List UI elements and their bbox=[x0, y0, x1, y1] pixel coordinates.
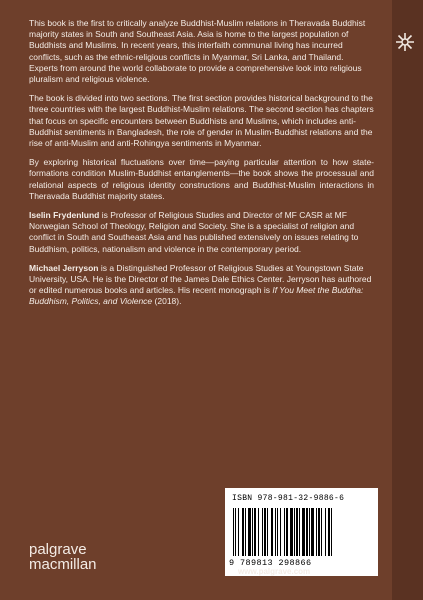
author-name: Iselin Frydenlund bbox=[29, 210, 100, 221]
barcode-bar bbox=[271, 508, 273, 556]
barcode-bar bbox=[331, 508, 332, 556]
barcode-bar bbox=[290, 508, 293, 556]
barcode-bar bbox=[286, 508, 288, 556]
barcode-bar bbox=[321, 508, 322, 556]
barcode-bar bbox=[318, 508, 320, 556]
publisher-name-line-2: macmillan bbox=[29, 556, 97, 573]
barcode-bar bbox=[254, 508, 256, 556]
isbn-barcode bbox=[225, 488, 378, 576]
barcode-bar bbox=[277, 508, 278, 556]
author-bio-1 bbox=[29, 210, 374, 255]
barcode-bar bbox=[267, 508, 268, 556]
barcode-bar bbox=[302, 508, 305, 556]
monograph-title: If You Meet the Buddha: Buddhism, Politics, and Violence bbox=[29, 285, 364, 307]
author-bio-2 bbox=[29, 263, 374, 308]
palgrave-star-icon bbox=[395, 32, 415, 52]
barcode-bar bbox=[296, 508, 298, 556]
isbn-digits: 9 789813 298866 bbox=[229, 558, 312, 568]
barcode-bar bbox=[245, 508, 246, 556]
barcode-bar bbox=[242, 508, 244, 556]
barcode-bar bbox=[316, 508, 317, 556]
barcode-bar bbox=[284, 508, 285, 556]
barcode-bar bbox=[252, 508, 253, 556]
publisher-logo bbox=[29, 542, 97, 572]
publisher-url[interactable]: www.palgrave.com bbox=[238, 567, 311, 576]
barcode-bar bbox=[280, 508, 281, 556]
monograph-year: (2018). bbox=[154, 296, 182, 307]
book-spine bbox=[392, 0, 423, 600]
description-paragraph-3: By exploring historical fluctuations over time—paying particular attention to how state-formations condition Muslim-Buddhist entanglements—the book shows the processual and relational aspects of religious identity constructions and Buddhist-Muslim interactions in Theravada Buddhist majority states. bbox=[29, 157, 374, 201]
isbn-label: ISBN 978-981-32-9886-6 bbox=[232, 494, 345, 503]
barcode-bar bbox=[311, 508, 314, 556]
barcode-bar bbox=[275, 508, 276, 556]
barcode-bar bbox=[325, 508, 326, 556]
barcode-bar bbox=[258, 508, 259, 556]
barcode-bar bbox=[264, 508, 266, 556]
barcode-bar bbox=[248, 508, 251, 556]
barcode-bar bbox=[306, 508, 308, 556]
description-paragraph-1: This book is the first to critically analyze Buddhist-Muslim relations in Theravada Buddhist majority states in South and Southeast Asia. Asia is home to the largest population of Buddhists and Muslims. In recent years, this interfaith communal living has incurred conflicts, such as the ethnic-religious conflicts in Myanmar, Sri Lanka, and Thailand. Experts from around the world collaborate to provide a comprehensive look into religious pluralism and religious violence. bbox=[29, 18, 366, 85]
author-bio-text: is Professor of Religious Studies and Director of MF CASR at MF Norwegian School of Theology, Religion and Society. She is a specialist of religion and conflict in South and Southeast Asia and has published extensively on issues relating to Buddhism, politics, nationalism and violence in the contemporary period. bbox=[29, 210, 359, 254]
author-name: Michael Jerryson bbox=[29, 262, 99, 273]
barcode-bar bbox=[328, 508, 330, 556]
publisher-name-line-1: palgrave bbox=[29, 541, 87, 558]
barcode-bar bbox=[233, 508, 234, 556]
description-paragraph-2: The book is divided into two sections. The first section provides historical background to the three countries with the largest Buddhist-Muslim relations. The second section has chapters that focus on specific encounters between Buddhists and Muslims, which includes anti-Buddhist sentiments in Bangladesh, the role of gender in Muslim-Buddhist relations and the rise of anti-Muslim and anti-Rohingya sentiments in Myanmar. bbox=[29, 93, 374, 149]
barcode-bar bbox=[238, 508, 239, 556]
barcode-bar bbox=[235, 508, 236, 556]
barcode-bar bbox=[309, 508, 310, 556]
barcode-bar bbox=[299, 508, 300, 556]
blurb-text bbox=[29, 18, 374, 316]
author-bio-text: is a Distinguished Professor of Religious Studies at Youngstown State University, USA. He is the Director of the James Dale Ethics Center. Jerryson has authored or edited numerous books and articles. His recent monograph is bbox=[29, 262, 372, 296]
barcode-bar bbox=[294, 508, 295, 556]
barcode-bar bbox=[262, 508, 263, 556]
barcode-bars bbox=[233, 508, 370, 556]
